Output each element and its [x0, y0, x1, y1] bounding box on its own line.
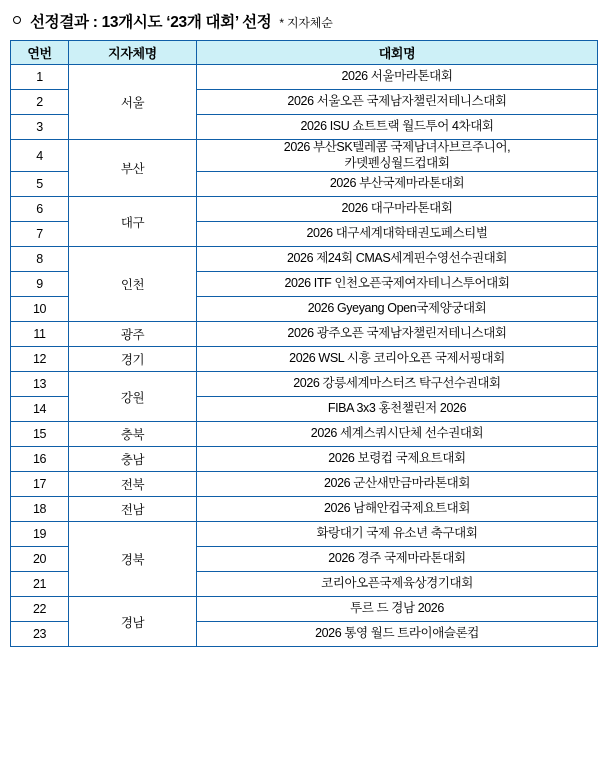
table-row [11, 522, 598, 547]
cell-region: 충남 [69, 447, 197, 472]
selection-results-table [10, 40, 598, 647]
cell-event: 2026 WSL 시흥 코리아오픈 국제서핑대회 [197, 347, 598, 372]
cell-no: 3 [11, 115, 69, 140]
cell-no: 1 [11, 65, 69, 90]
table-row [11, 65, 598, 90]
cell-no: 14 [11, 397, 69, 422]
cell-event: 2026 ISU 쇼트트랙 월드투어 4차대회 [197, 115, 598, 140]
table-row [11, 472, 598, 497]
table-row [11, 322, 598, 347]
cell-no: 8 [11, 247, 69, 272]
cell-region: 경남 [69, 597, 197, 647]
cell-no: 7 [11, 222, 69, 247]
table-header-row [11, 41, 598, 65]
column-header-no: 연번 [11, 41, 69, 65]
cell-event: 2026 서울오픈 국제남자챌린저테니스대회 [197, 90, 598, 115]
cell-no: 11 [11, 322, 69, 347]
cell-event: FIBA 3x3 홍천챌린저 2026 [197, 397, 598, 422]
cell-region: 전북 [69, 472, 197, 497]
cell-no: 22 [11, 597, 69, 622]
table-row [11, 497, 598, 522]
cell-event: 화랑대기 국제 유소년 축구대회 [197, 522, 598, 547]
cell-event: 2026 남해안컵국제요트대회 [197, 497, 598, 522]
table-row [11, 372, 598, 397]
cell-event: 2026 강릉세계마스터즈 탁구선수권대회 [197, 372, 598, 397]
cell-region: 대구 [69, 197, 197, 247]
column-header-event: 대회명 [197, 41, 598, 65]
table-row [11, 197, 598, 222]
cell-event: 2026 보령컵 국제요트대회 [197, 447, 598, 472]
cell-no: 20 [11, 547, 69, 572]
circle-outline-icon [12, 14, 24, 26]
table-row [11, 140, 598, 172]
cell-no: 10 [11, 297, 69, 322]
cell-no: 9 [11, 272, 69, 297]
cell-region: 광주 [69, 322, 197, 347]
cell-event-line: 2026 부산SK텔레콤 국제남녀사브르주니어, [283, 140, 511, 154]
cell-event-line: 카뎃펜싱월드컵대회 [344, 155, 450, 170]
cell-no: 19 [11, 522, 69, 547]
cell-event: 2026 부산국제마라톤대회 [197, 172, 598, 197]
page-title: 선정결과 : 13개시도 ‘23개 대회’ 선정 [30, 14, 272, 31]
cell-event: 2026 경주 국제마라톤대회 [197, 547, 598, 572]
cell-event: 2026 대구세계대학태권도페스티벌 [197, 222, 598, 247]
cell-event: 2026 통영 월드 트라이애슬론컵 [197, 622, 598, 647]
column-header-region: 지자체명 [69, 41, 197, 65]
cell-region: 부산 [69, 140, 197, 197]
cell-no: 5 [11, 172, 69, 197]
cell-event: 2026 세계스쿼시단체 선수권대회 [197, 422, 598, 447]
cell-no: 23 [11, 622, 69, 647]
cell-region: 경기 [69, 347, 197, 372]
cell-event: 2026 대구마라톤대회 [197, 197, 598, 222]
cell-region: 충북 [69, 422, 197, 447]
page-heading [10, 8, 597, 40]
cell-event: 투르 드 경남 2026 [197, 597, 598, 622]
page-title-note: * 지자체순 [279, 16, 333, 30]
cell-no: 17 [11, 472, 69, 497]
table-row [11, 347, 598, 372]
table-row [11, 597, 598, 622]
cell-region: 인천 [69, 247, 197, 322]
cell-region: 전남 [69, 497, 197, 522]
cell-event: 2026 Gyeyang Open국제양궁대회 [197, 297, 598, 322]
cell-event: 2026 서울마라톤대회 [197, 65, 598, 90]
table-header [11, 41, 598, 65]
table-body [11, 65, 598, 647]
cell-event: 코리아오픈국제육상경기대회 [197, 572, 598, 597]
table-row [11, 422, 598, 447]
cell-event: 2026 제24회 CMAS세계핀수영선수권대회 [197, 247, 598, 272]
cell-region: 서울 [69, 65, 197, 140]
cell-no: 16 [11, 447, 69, 472]
cell-region: 강원 [69, 372, 197, 422]
table-row [11, 447, 598, 472]
cell-event: 2026 ITF 인천오픈국제여자테니스투어대회 [197, 272, 598, 297]
cell-event: 2026 군산새만금마라톤대회 [197, 472, 598, 497]
cell-no: 12 [11, 347, 69, 372]
cell-no: 21 [11, 572, 69, 597]
cell-no: 4 [11, 140, 69, 172]
cell-no: 2 [11, 90, 69, 115]
cell-event [197, 140, 598, 172]
cell-event: 2026 광주오픈 국제남자챌린저테니스대회 [197, 322, 598, 347]
cell-region: 경북 [69, 522, 197, 597]
cell-no: 15 [11, 422, 69, 447]
cell-no: 13 [11, 372, 69, 397]
cell-no: 6 [11, 197, 69, 222]
cell-no: 18 [11, 497, 69, 522]
table-row [11, 247, 598, 272]
